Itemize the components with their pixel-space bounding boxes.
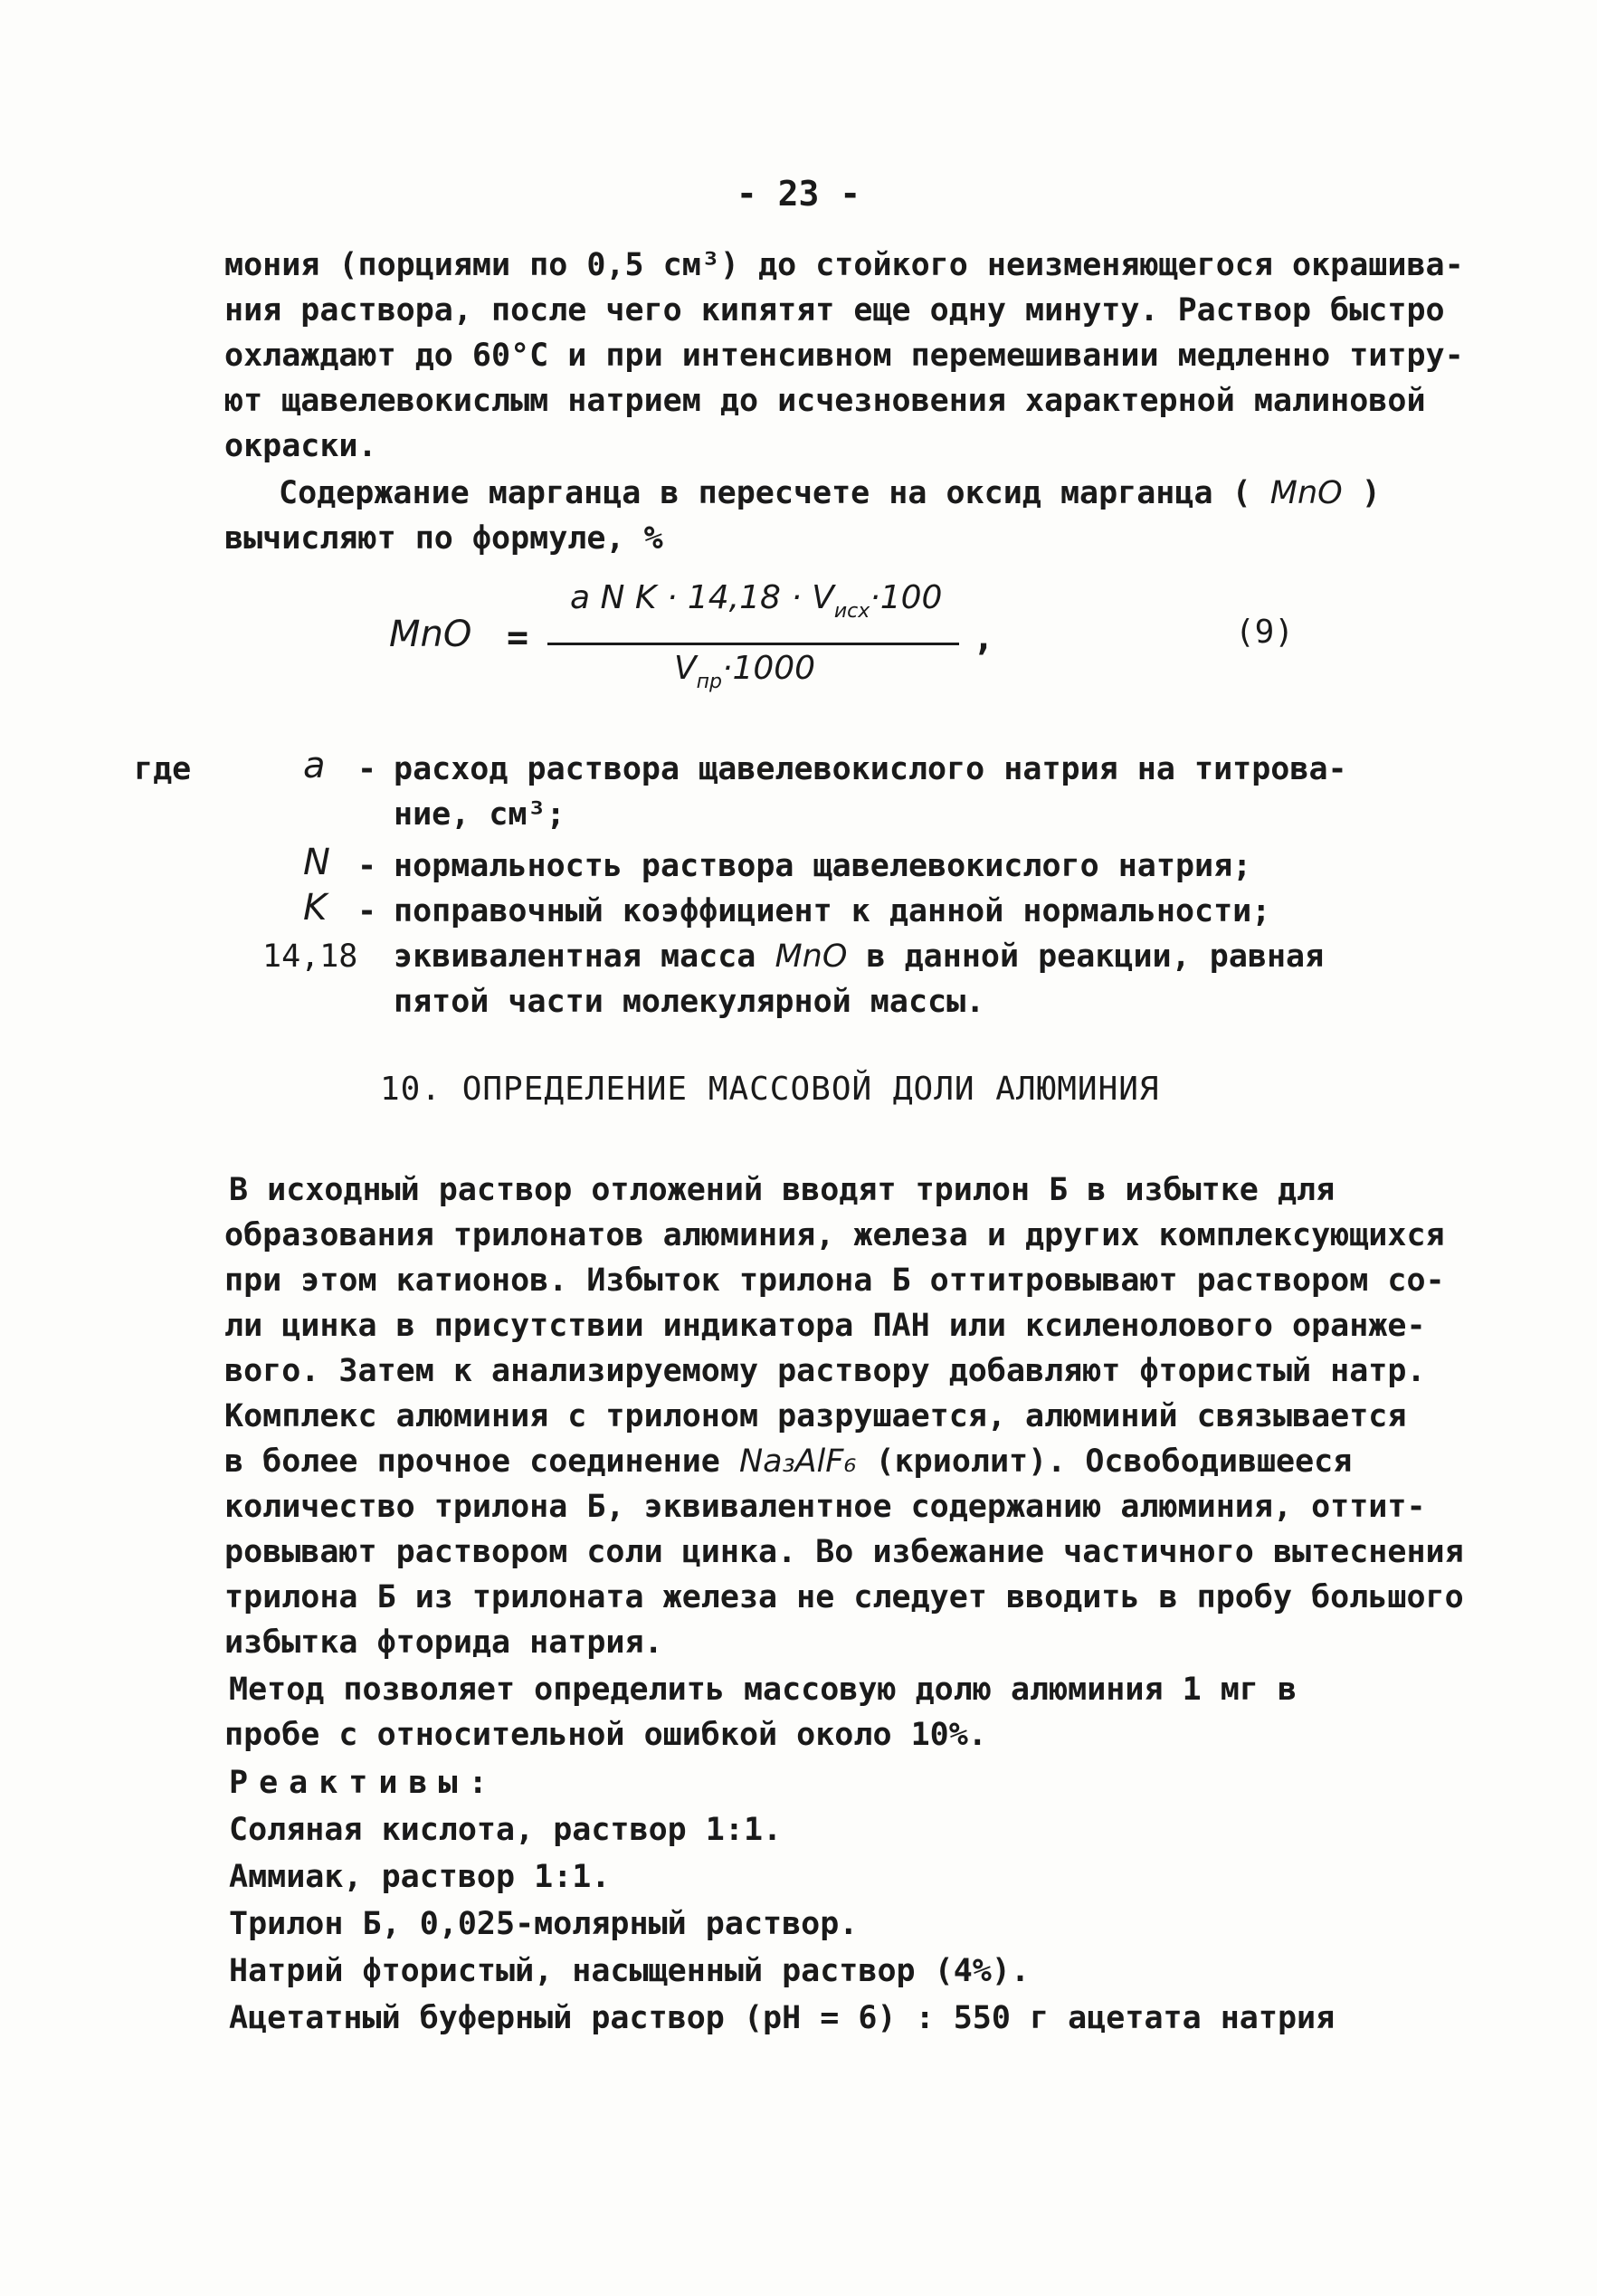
where-text: эквивалентная масса MnO в данной реакции, равная	[394, 938, 1325, 975]
text-line: ют щавелевокислым натрием до исчезновения характерной малиновой	[224, 383, 1426, 419]
reagent-item: Натрий фтористый, насыщенный раствор (4%).	[229, 1953, 1031, 1989]
text-line: количество трилона Б, эквивалентное содержанию алюминия, оттит-	[224, 1489, 1426, 1525]
where-text: ние, см³;	[394, 796, 566, 833]
where-dash: -	[357, 893, 377, 929]
reagent-item: Трилон Б, 0,025-молярный раствор.	[229, 1906, 859, 1942]
text-line: Метод позволяет определить массовую долю алюминия 1 мг в	[229, 1672, 1298, 1708]
where-label: где	[134, 751, 192, 787]
where-text: расход раствора щавелевокислого натрия на титрова-	[394, 751, 1347, 787]
reagents-title: Реактивы:	[229, 1765, 499, 1801]
fraction-bar	[547, 643, 959, 645]
where-symbol: K	[303, 887, 328, 929]
text-line: образования трилонатов алюминия, железа и других комплексующихся	[224, 1217, 1445, 1253]
page-number: - 23 -	[736, 174, 861, 214]
section-heading: 10. ОПРЕДЕЛЕНИЕ МАССОВОЙ ДОЛИ АЛЮМИНИЯ	[380, 1071, 1160, 1108]
formula-comma: ,	[973, 617, 995, 659]
reagent-item: Ацетатный буферный раствор (рН = 6) : 550 г ацетата натрия	[229, 2000, 1336, 2036]
text-line: ровывают раствором соли цинка. Во избежание частичного вытеснения	[224, 1534, 1464, 1570]
text-line: в более прочное соединение Na₃AlF₆ (криолит). Освободившееся	[224, 1443, 1353, 1480]
where-text: пятой части молекулярной массы.	[394, 984, 985, 1020]
text-line: при этом катионов. Избыток трилона Б оттитровывают раствором со-	[224, 1262, 1445, 1299]
text-line: пробе с относительной ошибкой около 10%.	[224, 1717, 987, 1753]
text-line: вого. Затем к анализируемому раствору добавляют фтористый натр.	[224, 1353, 1426, 1389]
formula-tag: (9)	[1235, 614, 1295, 651]
where-text: поправочный коэффициент к данной нормальности;	[394, 893, 1271, 929]
text-line: ли цинка в присутствии индикатора ПАН или ксиленолового оранже-	[224, 1308, 1426, 1344]
text-line: избытка фторида натрия.	[224, 1624, 663, 1661]
text-line: окраски.	[224, 428, 377, 464]
formula-symbol: MnO	[775, 938, 848, 975]
reagent-item: Аммиак, раствор 1:1.	[229, 1859, 611, 1895]
formula-denominator: $V_{пр}\cdot 1000$	[674, 650, 816, 693]
where-symbol: a	[303, 745, 326, 786]
formula-equals: =	[507, 617, 529, 659]
text-line: мония (порциями по 0,5 см³) до стойкого неизменяющегося окрашива-	[224, 247, 1464, 283]
where-dash: -	[357, 751, 377, 787]
text-line: вычисляют по формуле, %	[224, 520, 663, 557]
formula-symbol: MnO	[1269, 475, 1343, 511]
formula-lhs: MnO	[389, 614, 472, 655]
text-line: ния раствора, после чего кипятят еще одну минуту. Раствор быстро	[224, 292, 1445, 329]
formula-numerator: a N $K \cdot 14,18 \cdot V_{исх}\cdot 100$	[570, 579, 943, 623]
text-line: трилона Б из трилоната железа не следует вводить в пробу большого	[224, 1579, 1464, 1615]
reagent-item: Соляная кислота, раствор 1:1.	[229, 1812, 783, 1848]
where-symbol: N	[303, 842, 330, 883]
cryolite-formula: Na₃AlF₆	[738, 1443, 857, 1480]
text-line: В исходный раствор отложений вводят трилон Б в избытке для	[229, 1172, 1336, 1208]
text-line: охлаждают до 60°С и при интенсивном перемешивании медленно титру-	[224, 338, 1464, 374]
where-text: нормальность раствора щавелевокислого натрия;	[394, 848, 1252, 884]
where-symbol: 14,18	[262, 938, 358, 975]
text-line: Комплекс алюминия с трилоном разрушается, алюминий связывается	[224, 1398, 1407, 1434]
where-dash: -	[357, 848, 377, 884]
text-line: Содержание марганца в пересчете на оксид марганца ( MnO )	[279, 475, 1381, 511]
